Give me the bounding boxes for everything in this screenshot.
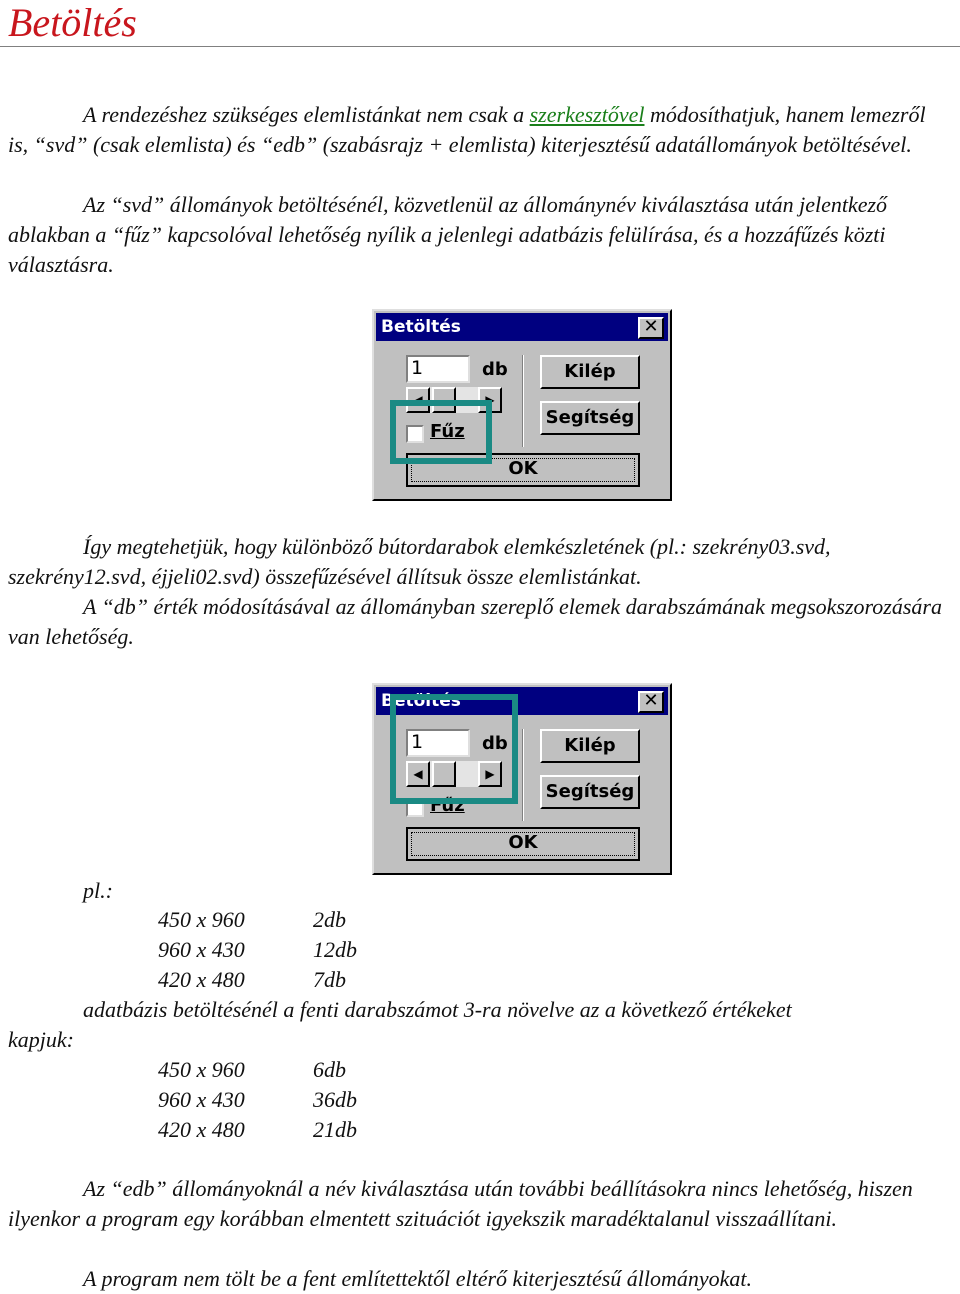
qty-cell: 21db <box>313 1117 357 1142</box>
table-row <box>158 965 357 995</box>
edb-paragraph <box>8 1174 948 1234</box>
quantity-input[interactable]: 1 <box>406 729 470 757</box>
size-cell: 960 x 430 <box>158 1087 245 1112</box>
intro-text-end: módosíthatjuk, hanem lemezről is, “svd” (csak elemlista) és “edb” (szabásrajz + elemlista) kiterjesztésű adatállományok betöltésével. <box>8 102 926 157</box>
quantity-input[interactable]: 1 <box>406 355 470 383</box>
exit-button[interactable]: Kilép <box>540 355 640 389</box>
size-cell: 450 x 960 <box>158 907 245 932</box>
quantity-unit-label: db <box>482 733 508 754</box>
vertical-separator <box>522 729 524 821</box>
svd-text: Az “svd” állományok betöltésénél, közvetlenül az állománynév kiválasztása után jelentkező ablakban a “fűz” kapcsolóval lehetőség nyílik a jelenlegi adatbázis felülírása, és a hozzáfűzés közti választásra. <box>8 192 888 277</box>
exit-button[interactable]: Kilép <box>540 729 640 763</box>
table-row <box>158 935 357 965</box>
dialog-title: Betöltés <box>381 317 461 337</box>
append-checkbox-label[interactable]: Fűz <box>430 421 465 442</box>
help-button[interactable]: Segítség <box>540 775 640 809</box>
vertical-separator <box>522 355 524 447</box>
close-icon[interactable]: ✕ <box>638 691 664 713</box>
qty-cell: 12db <box>313 937 357 962</box>
size-cell: 450 x 960 <box>158 1057 245 1082</box>
example-label: pl.: <box>83 878 113 903</box>
table-row <box>158 905 357 935</box>
help-button[interactable]: Segítség <box>540 401 640 435</box>
restriction-text: A program nem tölt be a fent említettektől eltérő kiterjesztésű állományokat. <box>83 1266 753 1291</box>
restriction-paragraph <box>8 1264 948 1294</box>
intro-paragraph <box>8 100 948 160</box>
quantity-highlight-box <box>390 694 518 804</box>
qty-cell: 36db <box>313 1087 357 1112</box>
combine-text: Így megtehetjük, hogy különböző bútordarabok elemkészletének (pl.: szekrény03.svd, szekrény12.svd, éjjeli02.svd) összefűzésével állítsuk össze elemlistánkat. <box>8 534 831 589</box>
example-middle-line-end: kapjuk: <box>8 1027 74 1052</box>
close-icon[interactable]: ✕ <box>638 317 664 339</box>
table-row <box>158 1055 357 1085</box>
quantity-unit-label: db <box>482 359 508 380</box>
qty-cell: 6db <box>313 1057 346 1082</box>
qty-cell: 2db <box>313 907 346 932</box>
dialog-title-bar[interactable] <box>376 313 668 341</box>
table-row <box>158 1085 357 1115</box>
example-before-table <box>158 905 357 995</box>
qty-cell: 7db <box>313 967 346 992</box>
size-cell: 420 x 480 <box>158 967 245 992</box>
scroll-right-icon[interactable]: ▶ <box>478 761 502 787</box>
scroll-left-icon[interactable]: ◀ <box>406 387 430 413</box>
append-highlight-box <box>390 400 492 464</box>
intro-text-start: A rendezéshez szükséges elemlistánkat nem csak a <box>83 102 530 127</box>
size-cell: 960 x 430 <box>158 937 245 962</box>
combine-paragraph <box>8 532 948 592</box>
edb-text: Az “edb” állományoknál a név kiválasztása után további beállításokra nincs lehetőség, hiszen ilyenkor a program egy korábban elmentett szituációt igyekszik maradéktalanul visszaállítani. <box>8 1176 913 1231</box>
title-divider <box>0 46 960 47</box>
quantity-text: A “db” érték módosításával az állományban szereplő elemek darabszámának megsokszorozására van lehetőség. <box>8 594 942 649</box>
ok-button-label: OK <box>508 832 538 853</box>
quantity-paragraph <box>8 592 948 652</box>
scroll-right-icon[interactable]: ▶ <box>478 387 502 413</box>
table-row <box>158 1115 357 1145</box>
size-cell: 420 x 480 <box>158 1117 245 1142</box>
scroll-left-icon[interactable]: ◀ <box>406 761 430 787</box>
ok-button-label: OK <box>508 458 538 479</box>
dialog-title: Betöltés <box>381 691 461 711</box>
editor-link[interactable]: szerkesztővel <box>529 102 645 127</box>
example-middle-line: adatbázis betöltésénél a fenti darabszámot 3-ra növelve az a következő értékeket <box>83 997 792 1022</box>
ok-button[interactable] <box>406 827 640 861</box>
append-checkbox-label[interactable]: Fűz <box>430 795 465 816</box>
page-title: Betöltés <box>8 0 137 45</box>
example-after-table <box>158 1055 357 1145</box>
svd-paragraph <box>8 190 948 280</box>
